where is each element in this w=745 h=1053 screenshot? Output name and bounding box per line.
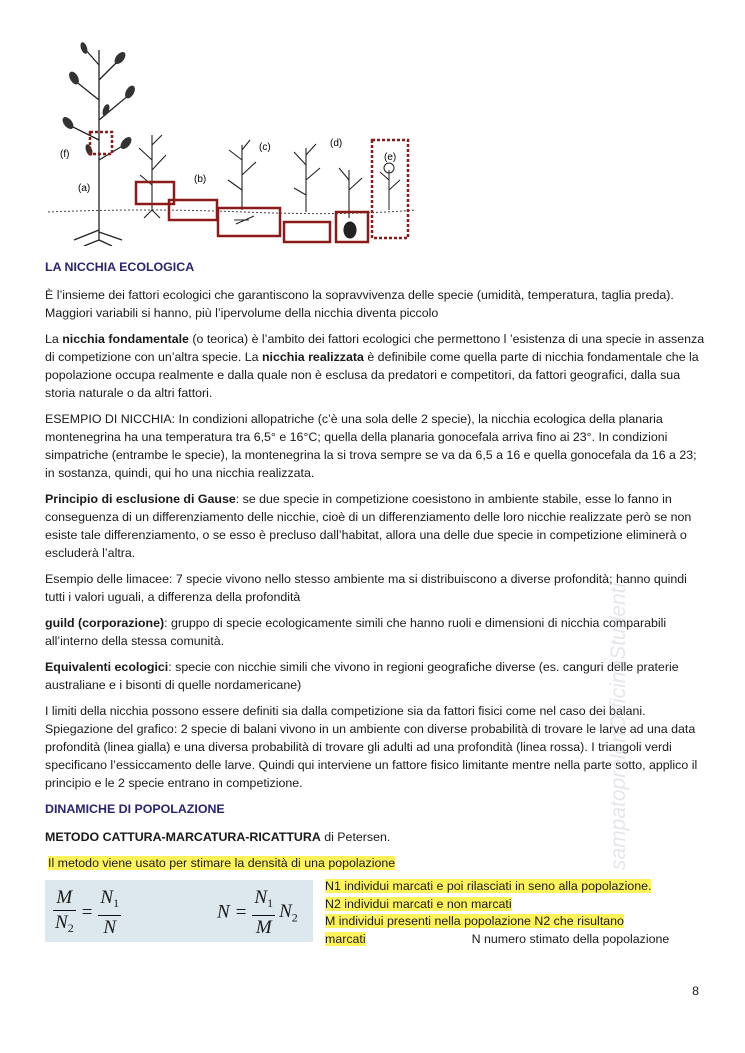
paragraph-niche-example: ESEMPIO DI NICCHIA: In condizioni allopatriche (c’è una sola delle 2 specie), la nicchia ecologica della planaria montenegrina ha una temperatura tra 6,5° e 16°C; quella della planaria gonocefala arriva fino ai 23°. In condizioni simpatriche (entrambe le specie), la montenegrina la si trova sempre se va da 6,5 a 16 e quella gonocefala da 16 a 23; in sostanza, quindi, qui ho una nicchia realizzata.: [45, 412, 697, 480]
figure-label-e: (e): [384, 152, 397, 163]
term-gause: Principio di esclusione di Gause: [45, 492, 236, 506]
formula-N1: N: [254, 887, 268, 908]
formula-estimate: N = $\frac{N_1}{M}$ $N_2$: [217, 887, 298, 938]
text-run: (o teorica) è l’ambito dei fattori ecologici che permettono l ’esistenza di una specie in assenza di competizione con un’altra specie. La: [45, 332, 705, 364]
formula-sub-2: 2: [291, 910, 298, 925]
formula-N2: N: [55, 912, 68, 933]
formula-N: N: [217, 901, 230, 923]
section-heading-population: DINAMICHE DI POPOLAZIONE: [45, 802, 225, 816]
legend-n: N numero stimato della popolazione: [471, 931, 670, 946]
paragraph-niche-limits: I limiti della nicchia possono essere definiti sia dalla competizione sia da fattori fisici come nel caso dei balani. Spiegazione del grafico: 2 specie di balani vivono in un ambiente con diverse probabilità di trovare le larve ad una data profondità (linea gialla) e una diversa probabilità di trovare gli adulti ad una profondità (linea rossa). I triangoli verdi specificano l’essiccamento delle larve. Quindi qui interviene un fattore fisico limitante mentre nella parte sotto, applico il principio e le 2 specie entrano in competizione.: [45, 704, 698, 790]
paragraph-fundamental-niche: [45, 330, 705, 402]
legend-n1: N1 individui marcati e poi rilasciati in seno alla popolazione.: [325, 879, 652, 893]
text-run: : gruppo di specie ecologicamente simili che hanno ruoli e dimensioni di nicchia comparabili all’interno della stessa comunità.: [45, 616, 667, 648]
formula-N2: N: [279, 901, 292, 923]
legend-n2: N2 individui marcati e non marcati: [325, 896, 512, 911]
formula-M: M: [53, 886, 76, 911]
formula-ratio: $\frac{M}{N_2}$ = $\frac{N_1}{N}$: [55, 887, 120, 938]
formula-M: M: [255, 917, 272, 938]
formula-sub-1: 1: [113, 896, 120, 910]
document-body: [45, 258, 705, 946]
plant-d-drawing: [294, 144, 320, 212]
figure-label-f: (f): [60, 149, 70, 160]
term-guild: guild (corporazione): [45, 616, 165, 630]
term-fundamental-niche: nicchia fondamentale: [62, 332, 189, 346]
term-method: METODO CATTURA-MARCATURA-RICATTURA: [45, 830, 321, 844]
niche-box-g: [284, 222, 330, 242]
text-run: : se due specie in competizione coesistono in ambiente stabile, esse lo fanno in conseguenza di un differenziamento delle nicchie, cioè di un differenziamento delle loro nicchie realizzate però se non esiste tale differenziamento, o se esso è precluso dall’habitat, allora una delle due specie in competizione eliminerà o escluderà l’altra.: [45, 492, 692, 560]
plant-illustration: [44, 40, 422, 246]
formula-box: [45, 880, 313, 942]
formula-sub-2: 2: [67, 921, 74, 935]
text-run: La: [45, 332, 63, 346]
plant-b-drawing: [139, 135, 166, 218]
paragraph-limacee: Esempio delle limacee: 7 specie vivono nello stesso ambiente ma si distribuiscono a diverse profondità; hanno quindi tutti i valori uguali, a differenza della profondità: [45, 572, 687, 604]
figure-label-c: (c): [259, 142, 271, 153]
plant-niche-figure: [44, 40, 422, 246]
paragraph-guild: [45, 614, 705, 650]
formula-legend: [325, 878, 705, 948]
paragraph-definition: È l’insieme dei fattori ecologici che garantiscono la sopravvivenza delle specie (umidità, temperatura, taglia preda). Maggiori variabili si hanno, più l’ipervolume della nicchia diventa piccolo: [45, 288, 674, 320]
section-heading-niche: LA NICCHIA ECOLOGICA: [45, 260, 195, 274]
legend-m-cont: marcati: [325, 931, 366, 946]
page-number: 8: [692, 984, 699, 998]
text-run: di Petersen.: [320, 830, 391, 844]
paragraph-gause: [45, 490, 705, 562]
niche-box-f: [90, 132, 112, 154]
legend-m: M individui presenti nella popolazione N2 che risultano: [325, 914, 624, 928]
formula-N1: N: [100, 887, 114, 908]
watermark: sampatoprelenOfficinaStudenti: [607, 582, 630, 870]
highlighted-text: Il metodo viene usato per stimare la densità di una popolazione: [48, 856, 396, 870]
text-run: è definibile come quella parte di nicchia fondamentale che la popolazione occupa realmente e dalla quale non è esclusa da predatori e competitori, da fattori geografici, dalla sua storia naturale o da altri fattori.: [45, 350, 699, 400]
text-run: : specie con nicchie simili che vivono in regioni geografiche diverse (es. canguri delle praterie australiane e i bisonti di quelle nordamericane): [45, 660, 679, 692]
figure-label-a: (a): [78, 183, 91, 194]
figure-label-b: (b): [194, 174, 207, 185]
plant-e-drawing: [339, 168, 362, 238]
formula-N: N: [103, 917, 117, 938]
term-ecological-equivalents: Equivalenti ecologici: [45, 660, 169, 674]
paragraph-ecological-equivalents: [45, 658, 705, 694]
figure-label-d: (d): [330, 138, 343, 149]
term-realized-niche: nicchia realizzata: [261, 350, 364, 364]
formula-section: [45, 880, 705, 946]
formula-sub-1: 1: [267, 896, 274, 910]
plant-f-drawing: [380, 163, 400, 210]
paragraph-method: [45, 828, 705, 846]
